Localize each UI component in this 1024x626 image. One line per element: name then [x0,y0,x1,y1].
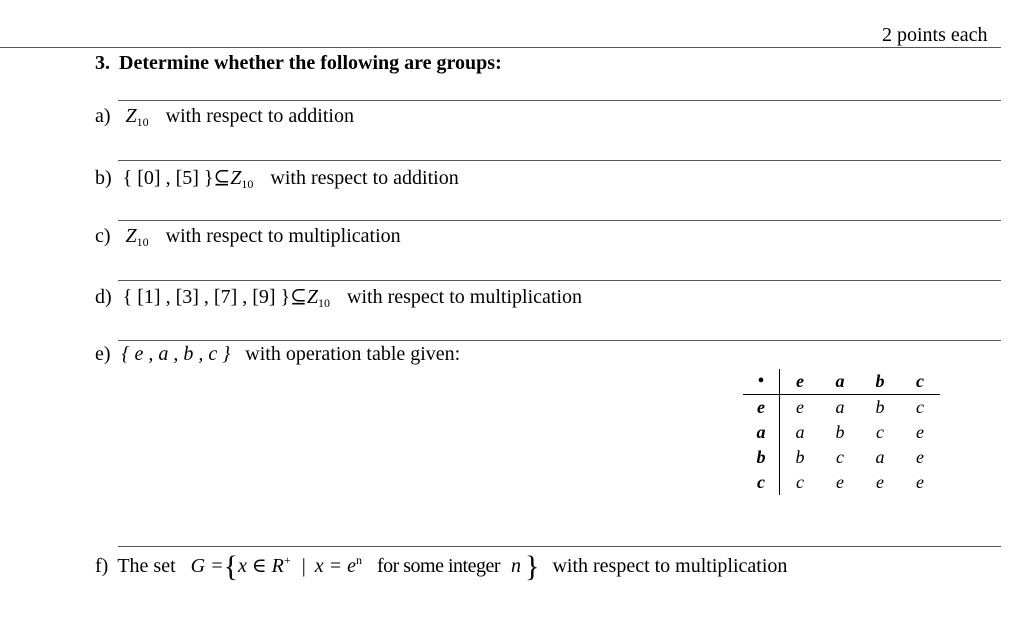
right-brace: } [525,550,540,583]
question-label: e) [95,343,111,365]
question-label: d) [95,286,112,308]
question-c [95,225,401,250]
table-cell: e [796,397,804,417]
table-cell: b [875,397,885,417]
question-text: with respect to multiplication [552,555,788,577]
question-label: c) [95,225,111,247]
table-cell: c [836,447,844,467]
answer-rule-c-top [118,220,1001,221]
problem-title: Determine whether the following are groups: [119,52,502,74]
left-brace: { [223,550,238,583]
condition: x = e [314,555,356,577]
set-subscript: 10 [136,115,149,129]
subset-set: { [1] , [3] , [7] , [9] } [122,286,291,308]
column-header: b [860,369,900,395]
row-header: a [743,420,780,445]
table-cell: e [876,472,884,492]
operator-symbol: • [743,369,780,395]
set-symbol: Z [230,167,242,189]
set-symbol: Z [125,225,137,247]
table-cell: e [836,472,844,492]
table-row [743,420,940,445]
set-subscript: 10 [136,235,149,249]
question-b [95,165,459,192]
variable-n: n [511,555,522,577]
answer-rule-b-top [118,160,1001,161]
question-label: f) [95,555,109,577]
superscript-plus: + [283,553,291,567]
set-symbol: Z [125,105,137,127]
answer-rule-f-top [118,546,1001,547]
points-label: 2 points each [882,24,988,46]
row-header: c [743,470,780,495]
question-text: with respect to multiplication [347,286,582,308]
subset-symbol: ⊆ [213,167,231,189]
set-subscript: 10 [318,296,331,310]
problem-number: 3. [95,52,110,74]
table-row [743,470,940,495]
table-cell: b [835,422,845,442]
table-cell: e [916,472,924,492]
question-text: with operation table given: [245,343,461,365]
question-e [95,343,460,366]
problem-heading [95,52,502,75]
question-a [95,105,354,130]
question-prefix: The set [117,555,176,577]
question-text: with respect to addition [165,105,354,127]
row-header: b [743,445,780,470]
subset-set: { [0] , [5] } [122,167,214,189]
question-label: b) [95,167,112,189]
set-symbol: Z [306,286,319,308]
table-cell: a [795,422,805,442]
table-cell: c [916,397,924,417]
table-cell: a [835,397,845,417]
column-header: e [780,369,821,395]
table-header-row [743,369,940,395]
set-subscript: 10 [241,177,254,191]
table-cell: b [795,447,805,467]
question-f [95,550,787,584]
column-header: a [820,369,860,395]
for-some-text: for some integer [376,555,501,577]
question-d [95,284,582,311]
answer-rule-a-top [118,100,1001,101]
element-set: { e , a , b , c } [121,343,231,365]
table-cell: e [916,447,924,467]
subset-symbol: ⊆ [290,286,307,308]
row-header: e [743,395,780,421]
answer-rule-d-top [118,280,1001,281]
membership: x ∈ R [238,555,284,577]
table-cell: a [875,447,885,467]
superscript-n: n [355,553,362,567]
operation-table [743,369,940,495]
question-text: with respect to multiplication [165,225,401,247]
table-cell: e [916,422,924,442]
such-that-bar: | [301,555,306,577]
table-cell: c [796,472,804,492]
question-label: a) [95,105,111,127]
answer-rule-e-top [118,340,1001,341]
question-text: with respect to addition [270,167,459,189]
set-name: G = [190,555,224,577]
table-row [743,395,940,421]
top-rule [0,47,1001,48]
column-header: c [900,369,940,395]
table-cell: c [876,422,884,442]
table-row [743,445,940,470]
